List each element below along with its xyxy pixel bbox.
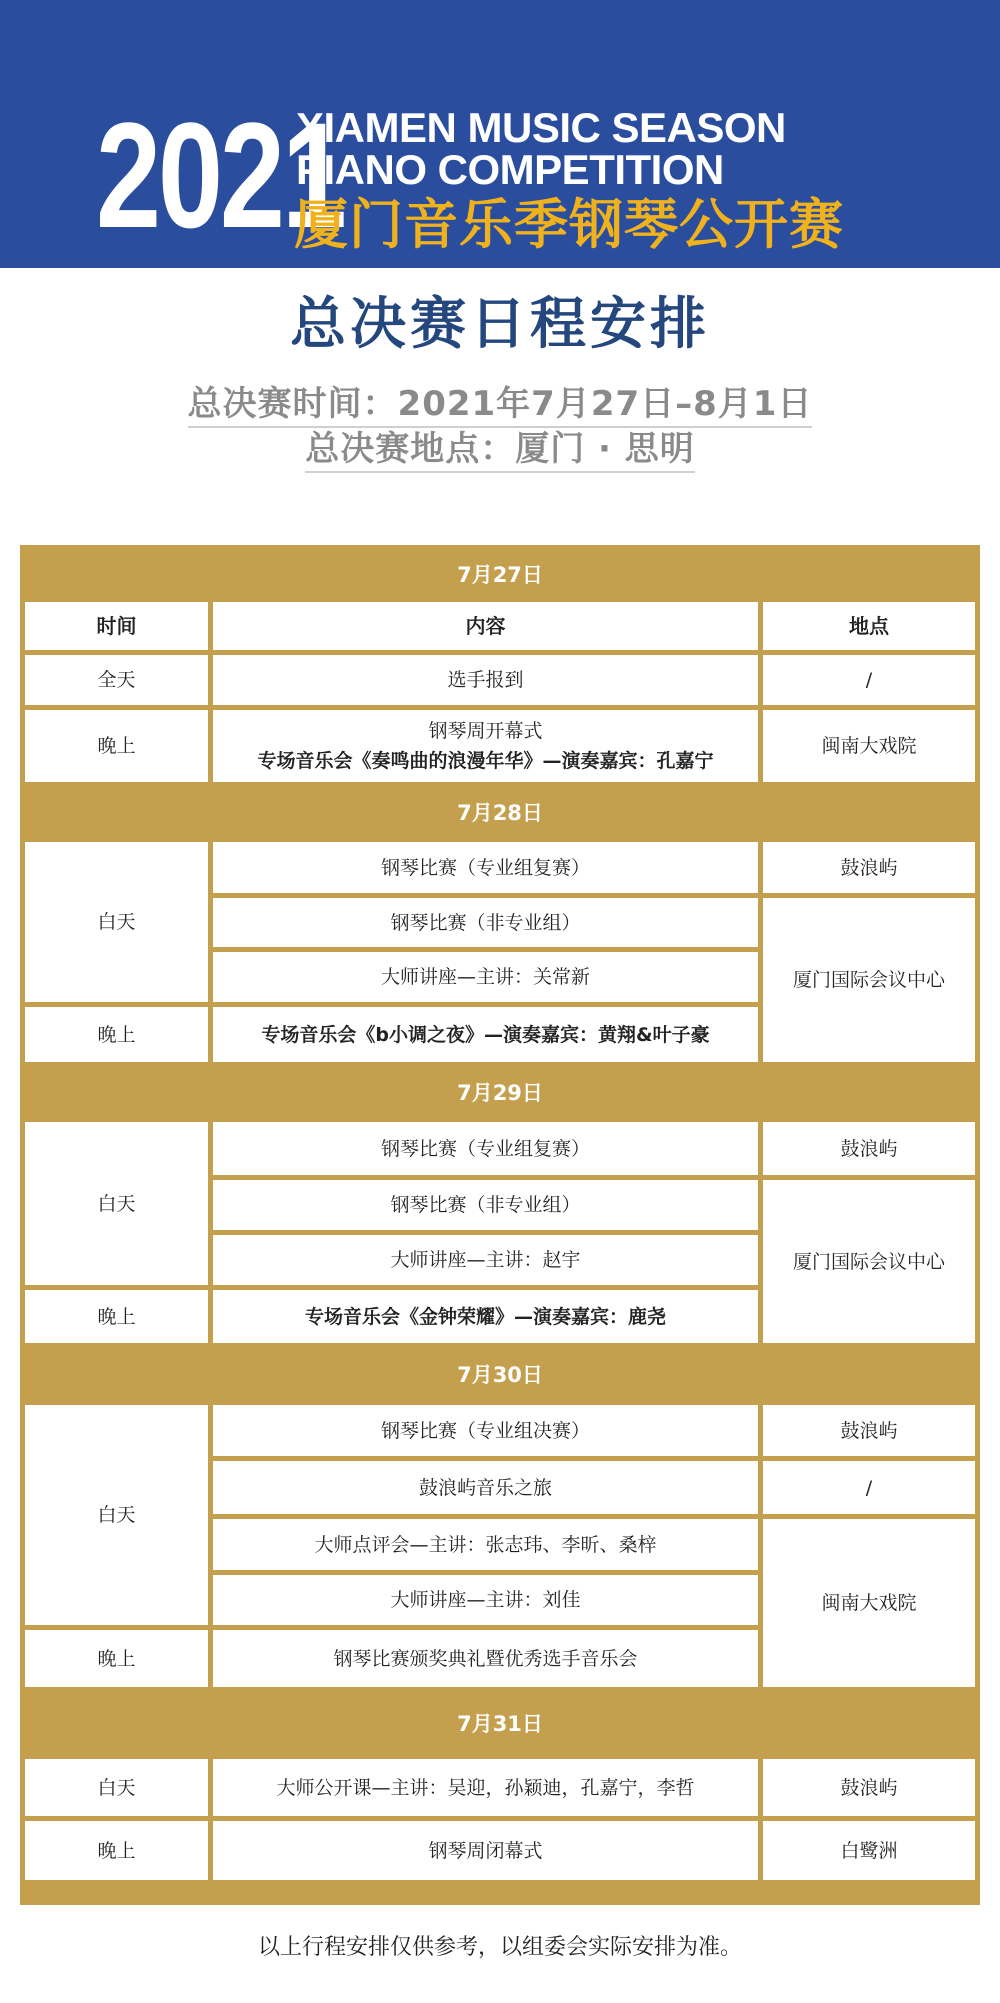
date-bar-0731: 7月31日 bbox=[457, 1712, 543, 1736]
row-place: / bbox=[763, 655, 975, 705]
row-time-night: 晚上 bbox=[25, 1630, 208, 1687]
row-place: 鼓浪屿 bbox=[763, 1405, 975, 1456]
date-bar-0730: 7月30日 bbox=[457, 1363, 543, 1387]
row-content: 大师讲座—主讲：赵宇 bbox=[213, 1235, 758, 1285]
final-place-text: 总决赛地点：厦门 · 思明 bbox=[305, 429, 695, 473]
row-place: / bbox=[763, 1461, 975, 1514]
banner-year: 2021 bbox=[96, 91, 344, 259]
schedule-table bbox=[20, 545, 980, 1905]
row-content bbox=[213, 710, 758, 782]
row-time-day: 白天 bbox=[25, 1122, 208, 1285]
row-place: 鼓浪屿 bbox=[763, 842, 975, 893]
header-place: 地点 bbox=[763, 602, 975, 650]
row-time: 白天 bbox=[25, 1759, 208, 1816]
footer-note: 以上行程安排仅供参考，以组委会实际安排为准。 bbox=[257, 1935, 742, 1960]
final-place-line bbox=[0, 427, 1000, 471]
content-line-1: 钢琴周开幕式 bbox=[428, 720, 543, 742]
header-banner bbox=[0, 0, 1000, 268]
row-content: 专场音乐会《金钟荣耀》—演奏嘉宾：鹿尧 bbox=[213, 1290, 758, 1343]
final-time-line bbox=[0, 382, 1000, 426]
row-content: 钢琴比赛（非专业组） bbox=[213, 898, 758, 947]
merged-place: 厦门国际会议中心 bbox=[763, 898, 975, 1062]
row-content: 鼓浪屿音乐之旅 bbox=[213, 1461, 758, 1514]
row-time: 晚上 bbox=[25, 1821, 208, 1880]
row-content: 钢琴比赛（专业组复赛） bbox=[213, 1122, 758, 1175]
header-content: 内容 bbox=[213, 602, 758, 650]
row-content: 钢琴比赛（专业组决赛） bbox=[213, 1405, 758, 1456]
row-content: 专场音乐会《b小调之夜》—演奏嘉宾：黄翔&叶子豪 bbox=[213, 1007, 758, 1062]
row-content: 钢琴比赛（非专业组） bbox=[213, 1180, 758, 1230]
row-content: 钢琴比赛颁奖典礼暨优秀选手音乐会 bbox=[213, 1630, 758, 1687]
final-time-text: 总决赛时间：2021年7月27日–8月1日 bbox=[188, 384, 813, 428]
row-content: 选手报到 bbox=[213, 655, 758, 705]
row-place: 鼓浪屿 bbox=[763, 1759, 975, 1816]
date-bar-0729: 7月29日 bbox=[457, 1081, 543, 1105]
row-place: 白鹭洲 bbox=[763, 1821, 975, 1880]
banner-english-line-1: XIAMEN MUSIC SEASON bbox=[296, 104, 786, 151]
row-content: 大师讲座—主讲：关常新 bbox=[213, 952, 758, 1002]
row-time: 全天 bbox=[25, 655, 208, 705]
merged-place: 厦门国际会议中心 bbox=[763, 1180, 975, 1343]
row-content: 钢琴比赛（专业组复赛） bbox=[213, 842, 758, 893]
row-time-day: 白天 bbox=[25, 1405, 208, 1625]
content-line-2: 专场音乐会《奏鸣曲的浪漫年华》—演奏嘉宾：孔嘉宁 bbox=[257, 750, 714, 772]
row-place: 鼓浪屿 bbox=[763, 1122, 975, 1175]
row-time-day: 白天 bbox=[25, 842, 208, 1002]
header-time: 时间 bbox=[25, 602, 208, 650]
row-content: 大师讲座—主讲：刘佳 bbox=[213, 1575, 758, 1625]
date-bar-0728: 7月28日 bbox=[457, 801, 543, 825]
row-content: 大师点评会—主讲：张志玮、李昕、桑梓 bbox=[213, 1519, 758, 1570]
page-title: 总决赛日程安排 bbox=[290, 292, 710, 357]
merged-place: 闽南大戏院 bbox=[763, 1519, 975, 1687]
date-bar-0727: 7月27日 bbox=[457, 562, 543, 587]
row-time-night: 晚上 bbox=[25, 1007, 208, 1062]
row-place: 闽南大戏院 bbox=[763, 710, 975, 782]
row-content: 大师公开课—主讲：吴迎，孙颖迪，孔嘉宁，李哲 bbox=[213, 1759, 758, 1816]
banner-chinese-title: 厦门音乐季钢琴公开赛 bbox=[294, 193, 844, 256]
row-time: 晚上 bbox=[25, 710, 208, 782]
row-content: 钢琴周闭幕式 bbox=[213, 1821, 758, 1880]
row-time-night: 晚上 bbox=[25, 1290, 208, 1343]
banner-english-line-2: PIANO COMPETITION bbox=[296, 146, 724, 193]
